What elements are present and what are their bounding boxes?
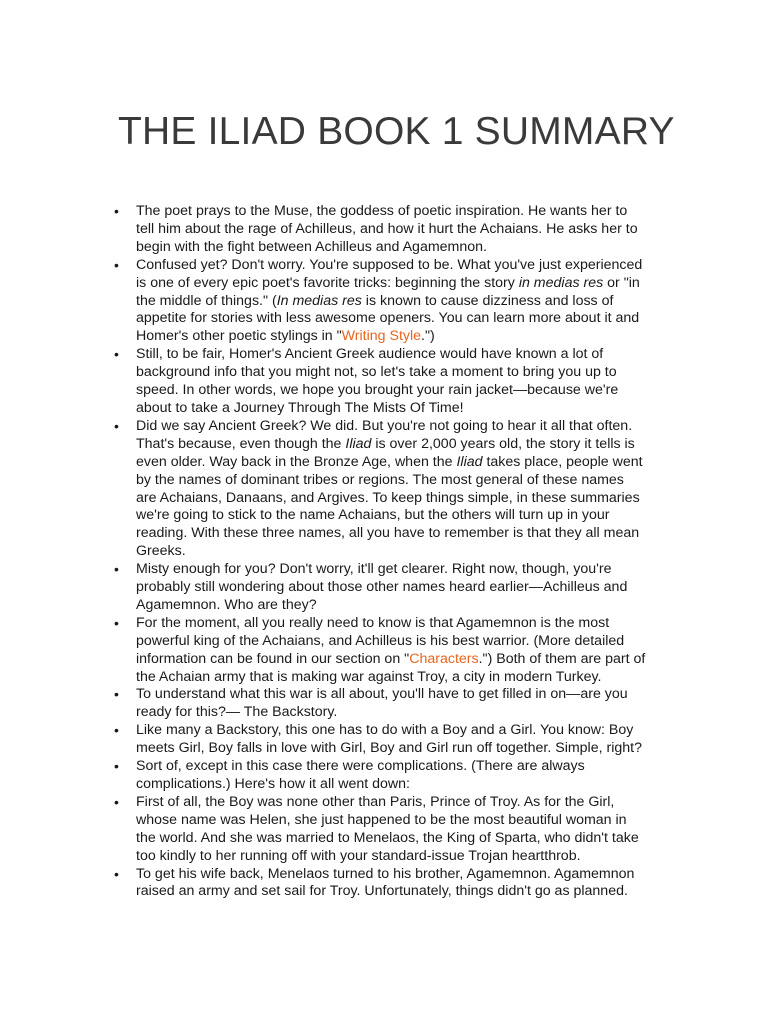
list-item (112, 758, 692, 794)
text-line (136, 597, 692, 615)
text-segment: To understand what this war is all about, you'll have to get filled in on—are you (136, 686, 628, 703)
text-segment: Homer's other poetic stylings in " (136, 328, 342, 345)
text-segment: Confused yet? Don't worry. You're supposed to be. What you've just experienced (136, 256, 643, 273)
bullet-icon: • (114, 793, 119, 810)
text-segment: background info that you might not, so let's take a moment to bring you up to (136, 364, 617, 381)
bullet-icon: • (114, 417, 119, 434)
text-segment: we're going to stick to the name Achaians, but the others will turn up in your (136, 507, 610, 524)
text-line (136, 651, 692, 669)
text-line (136, 579, 692, 597)
italic-text: Iliad (456, 453, 483, 470)
list-item (112, 722, 692, 758)
page-title: THE ILIAD BOOK 1 SUMMARY (118, 110, 675, 153)
text-line (136, 722, 692, 740)
text-line (136, 669, 692, 687)
text-segment: To get his wife back, Menelaos turned to his brother, Agamemnon. Agamemnon (136, 865, 635, 882)
text-segment: Sort of, except in this case there were complications. (There are always (136, 758, 585, 775)
text-segment: too kindly to her running off with your standard-issue Trojan heartthrob. (136, 847, 581, 864)
list-item (112, 418, 692, 561)
text-line (136, 758, 692, 776)
text-segment: Agamemnon. Who are they? (136, 596, 317, 613)
text-line (136, 203, 692, 221)
text-segment: .") (421, 328, 435, 345)
list-item (112, 866, 692, 902)
text-segment: takes place, people went (482, 453, 643, 470)
text-segment: by the names of dominant tribes or regions. The most general of these names (136, 471, 624, 488)
text-line (136, 454, 692, 472)
text-segment: Greeks. (136, 543, 186, 560)
bullet-icon: • (114, 561, 119, 578)
bullet-icon: • (114, 686, 119, 703)
italic-text: Iliad (345, 435, 372, 452)
text-segment: the world. And she was married to Menelaos, the King of Sparta, who didn't take (136, 829, 639, 846)
bullet-icon: • (114, 865, 119, 882)
text-segment: For the moment, all you really need to know is that Agamemnon is the most (136, 614, 610, 631)
text-line (136, 812, 692, 830)
text-line (136, 525, 692, 543)
text-segment: Like many a Backstory, this one has to do with a Boy and a Girl. You know: Boy (136, 722, 634, 739)
text-segment: raised an army and set sail for Troy. Unfortunately, things didn't go as planned. (136, 883, 628, 900)
text-line (136, 866, 692, 884)
list-item (112, 561, 692, 615)
text-segment: about to take a Journey Through The Mists Of Time! (136, 399, 464, 416)
text-segment: information can be found in our section on " (136, 650, 410, 667)
bullet-icon: • (114, 722, 119, 739)
text-line (136, 830, 692, 848)
text-segment: even older. Way back in the Bronze Age, when the (136, 453, 457, 470)
bullet-icon: • (114, 256, 119, 273)
bullet-icon: • (114, 614, 119, 631)
text-segment: Still, to be fair, Homer's Ancient Greek audience would have known a lot of (136, 346, 604, 363)
text-line (136, 794, 692, 812)
summary-bullet-list (112, 203, 692, 901)
text-line (136, 490, 692, 508)
text-line (136, 275, 692, 293)
text-segment: complications.) Here's how it all went down: (136, 776, 410, 792)
text-segment: begin with the fight between Achilleus and Agamemnon. (136, 238, 487, 255)
text-line (136, 221, 692, 239)
text-segment: are Achaians, Danaans, and Argives. To keep things simple, in these summaries (136, 489, 640, 506)
list-item (112, 794, 692, 866)
text-line (136, 346, 692, 364)
text-segment: powerful king of the Achaians, and Achilleus is his best warrior. (More detailed (136, 632, 625, 649)
text-segment: reading. With these three names, all you have to remember is that they all mean (136, 525, 640, 542)
inline-link[interactable]: Characters (409, 650, 479, 667)
text-segment: probably still wondering about those other names heard earlier—Achilleus and (136, 579, 628, 596)
text-line (136, 883, 692, 901)
list-item (112, 686, 692, 722)
list-item (112, 203, 692, 257)
text-line (136, 561, 692, 579)
bullet-icon: • (114, 758, 119, 775)
text-line (136, 436, 692, 454)
text-segment: First of all, the Boy was none other than Paris, Prince of Troy. As for the Girl, (136, 793, 615, 810)
text-segment: appetite for stories with less awesome openers. You can learn more about it and (136, 310, 640, 327)
text-line (136, 472, 692, 490)
text-segment: is known to cause dizziness and loss of (361, 292, 614, 309)
text-line (136, 293, 692, 311)
text-line (136, 364, 692, 382)
text-line (136, 615, 692, 633)
text-segment: or "in (603, 274, 640, 291)
text-segment: Did we say Ancient Greek? We did. But you're not going to hear it all that often. (136, 417, 633, 434)
text-segment: meets Girl, Boy falls in love with Girl, Boy and Girl run off together. Simple, right? (136, 740, 642, 757)
text-line (136, 382, 692, 400)
text-line (136, 740, 692, 758)
text-line (136, 328, 692, 346)
text-line (136, 848, 692, 866)
list-item (112, 615, 692, 687)
bullet-icon: • (114, 346, 119, 363)
text-line (136, 418, 692, 436)
text-segment: speed. In other words, we hope you brought your rain jacket—because we're (136, 382, 619, 399)
text-segment: tell him about the rage of Achilleus, and how it hurt the Achaians. He asks her to (136, 220, 638, 237)
text-line (136, 704, 692, 722)
text-segment: That's because, even though the (136, 435, 346, 452)
text-line (136, 310, 692, 328)
list-item (112, 346, 692, 418)
text-line (136, 776, 692, 794)
text-segment: is one of every epic poet's favorite tricks: beginning the story (136, 274, 519, 291)
list-item (112, 257, 692, 347)
text-line (136, 543, 692, 561)
text-segment: .") Both of them are part of (478, 650, 646, 667)
text-line (136, 400, 692, 418)
text-segment: the middle of things." ( (136, 292, 277, 309)
italic-text: in medias res (518, 274, 604, 291)
text-line (136, 633, 692, 651)
inline-link[interactable]: Writing Style (341, 328, 422, 345)
text-segment: The poet prays to the Muse, the goddess of poetic inspiration. He wants her to (136, 203, 628, 219)
text-segment: ready for this?— The Backstory. (136, 704, 338, 721)
text-segment: is over 2,000 years old, the story it tells is (371, 435, 635, 452)
text-line (136, 257, 692, 275)
italic-text: In medias res (276, 292, 362, 309)
bullet-icon: • (114, 203, 119, 219)
text-line (136, 507, 692, 525)
text-segment: whose name was Helen, she just happened to be the most beautiful woman in (136, 811, 627, 828)
text-line (136, 686, 692, 704)
text-segment: Misty enough for you? Don't worry, it'll get clearer. Right now, though, you're (136, 561, 612, 578)
text-line (136, 239, 692, 257)
text-segment: the Achaian army that is making war against Troy, a city in modern Turkey. (136, 668, 602, 685)
